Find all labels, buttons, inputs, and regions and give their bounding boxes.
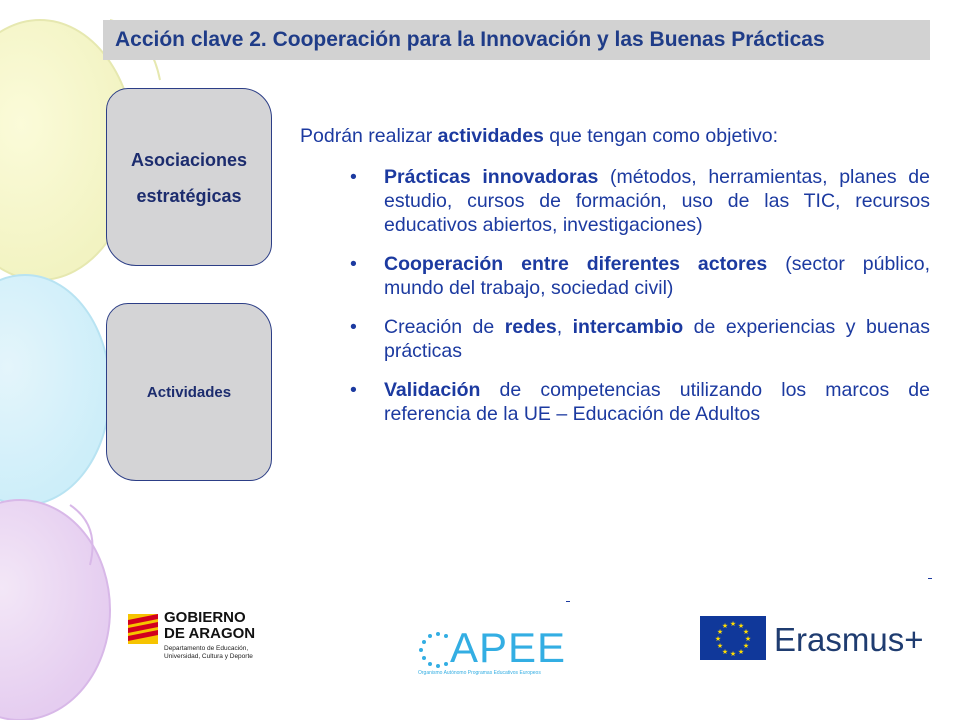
bullet-text: (métodos, herramientas, planes de estudio, cursos de formación, uso de las TIC, recursos educativos abiertos, investigaciones) bbox=[384, 166, 930, 236]
gobierno-sub2: Universidad, Cultura y Deporte bbox=[164, 653, 253, 660]
apee-subtitle: Organismo Autónomo Programas Educativos Europeos bbox=[418, 670, 541, 676]
svg-text:★: ★ bbox=[716, 628, 724, 636]
content-body bbox=[300, 122, 930, 441]
svg-text:★: ★ bbox=[721, 622, 729, 630]
bullet-bold: Prácticas innovadoras bbox=[384, 166, 599, 188]
svg-text:★: ★ bbox=[742, 628, 750, 636]
stars-circle-icon bbox=[418, 630, 452, 668]
bullet-text: de experiencias y buenas prácticas bbox=[384, 316, 930, 362]
svg-text:★: ★ bbox=[729, 620, 737, 628]
card-label: Actividades bbox=[146, 383, 232, 401]
card-label-line1: Asociaciones bbox=[130, 150, 248, 170]
svg-text:★: ★ bbox=[714, 635, 722, 643]
bullet-bold: redes bbox=[504, 316, 557, 338]
intro-pre: Podrán realizar bbox=[300, 125, 438, 147]
bullet-bold: Cooperación entre diferentes actores bbox=[384, 253, 768, 275]
svg-text:★: ★ bbox=[737, 648, 745, 656]
blue-balloon bbox=[0, 275, 110, 505]
svg-text:★: ★ bbox=[742, 642, 750, 650]
erasmus-plus-logo bbox=[700, 616, 924, 664]
bullet-text: de competencias utilizando los marcos de referencia de la UE – Educación de Adultos bbox=[384, 379, 930, 425]
svg-text:★: ★ bbox=[716, 642, 724, 650]
divider-mark bbox=[566, 601, 570, 602]
bullet-bold: Validación bbox=[384, 379, 481, 401]
gobierno-sub1: Departamento de Educación, bbox=[164, 645, 249, 652]
card-asociaciones-estrategicas bbox=[106, 88, 272, 266]
list-item bbox=[300, 315, 930, 363]
objectives-list bbox=[300, 165, 930, 426]
eu-flag-icon bbox=[700, 616, 766, 660]
page-title: Acción clave 2. Cooperación para la Innovación y las Buenas Prácticas bbox=[115, 28, 825, 51]
list-item bbox=[300, 378, 930, 426]
aragon-flag-icon bbox=[128, 614, 158, 644]
bullet-bold: intercambio bbox=[572, 316, 684, 338]
purple-balloon bbox=[0, 500, 110, 720]
apee-text: APEE bbox=[450, 624, 567, 671]
svg-text:★: ★ bbox=[744, 635, 752, 643]
intro-text bbox=[300, 122, 930, 150]
gobierno-aragon-logo bbox=[128, 610, 288, 670]
intro-post: que tengan como objetivo: bbox=[543, 125, 779, 147]
apee-logo bbox=[418, 622, 570, 678]
gobierno-line2: DE ARAGON bbox=[164, 625, 256, 642]
bullet-text: (sector público, mundo del trabajo, sociedad civil) bbox=[384, 253, 930, 299]
erasmus-text: Erasmus+ bbox=[774, 621, 924, 658]
bullet-text: , bbox=[556, 316, 573, 338]
bullet-text: Creación de bbox=[384, 316, 505, 338]
gobierno-line1: GOBIERNO bbox=[164, 609, 246, 626]
gobierno-title bbox=[164, 610, 255, 642]
list-item bbox=[300, 252, 930, 300]
svg-text:★: ★ bbox=[737, 622, 745, 630]
intro-bold: actividades bbox=[437, 125, 544, 147]
eu-stars-icon bbox=[700, 616, 766, 660]
list-item bbox=[300, 165, 930, 237]
gobierno-subtitle bbox=[164, 645, 253, 661]
card-actividades bbox=[106, 303, 272, 481]
divider-mark bbox=[928, 578, 932, 579]
svg-text:★: ★ bbox=[721, 648, 729, 656]
svg-text:★: ★ bbox=[729, 650, 737, 658]
card-label-line2: estratégicas bbox=[136, 186, 242, 206]
title-bar bbox=[103, 20, 930, 60]
